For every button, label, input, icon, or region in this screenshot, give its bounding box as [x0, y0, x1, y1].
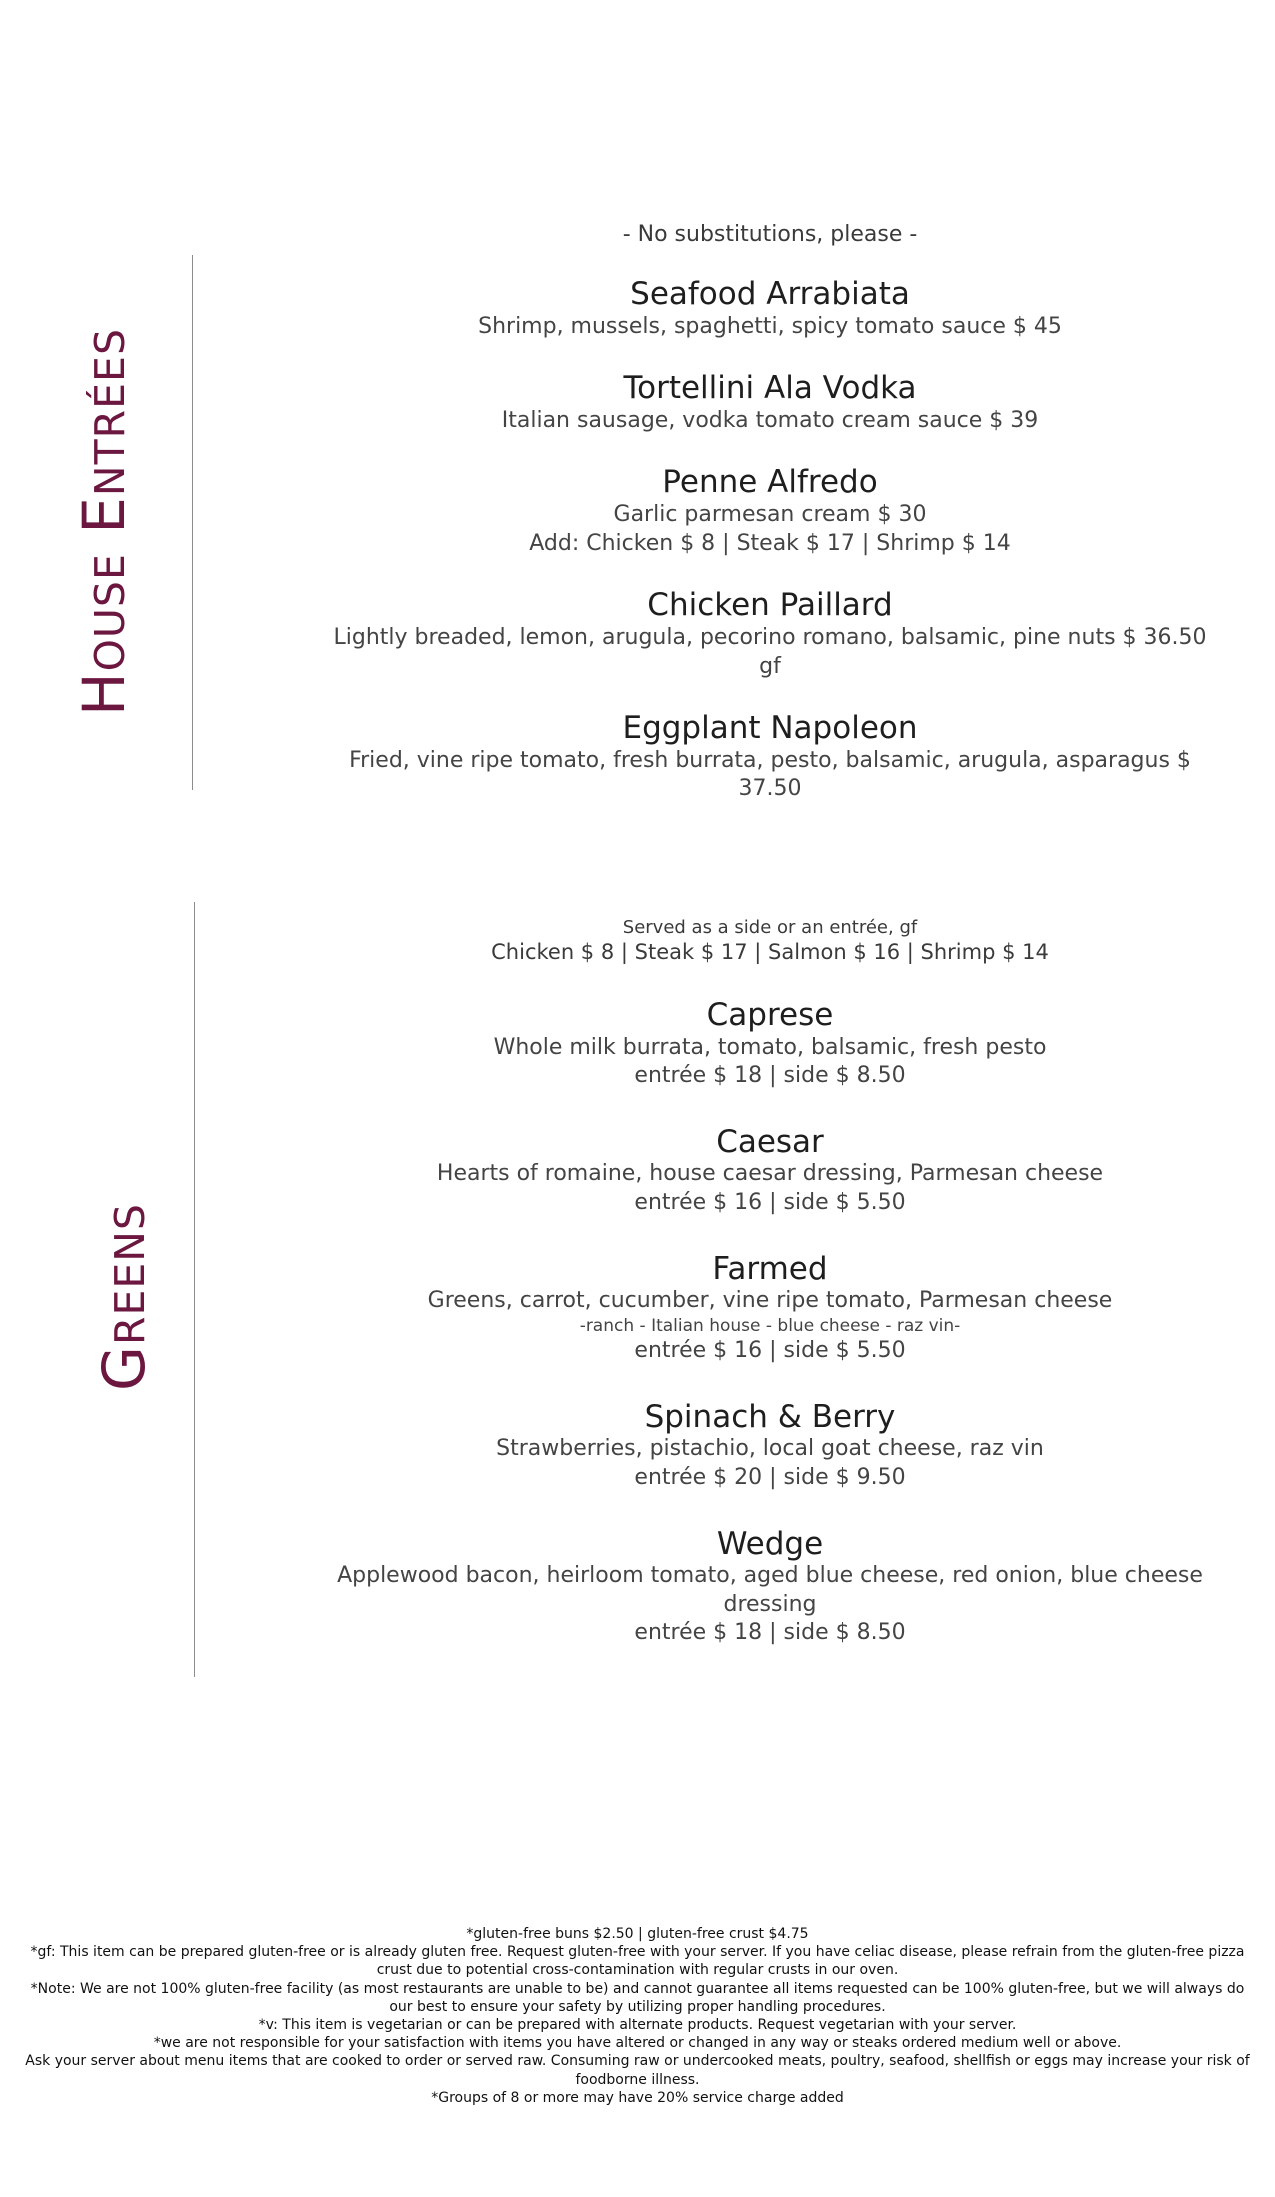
item-description: Lightly breaded, lemon, arugula, pecorino romano, balsamic, pine nuts $ 36.50 gf	[333, 624, 1207, 679]
menu-item	[330, 371, 1210, 435]
item-description: Greens, carrot, cucumber, vine ripe tomato, Parmesan cheese	[427, 1288, 1113, 1314]
item-description: Fried, vine ripe tomato, fresh burrata, pesto, balsamic, arugula, asparagus $ 37.50	[349, 747, 1191, 802]
item-description: Italian sausage, vodka tomato cream sauce $ 39	[501, 407, 1039, 433]
item-name: Wedge	[716, 1525, 824, 1562]
greens-list	[330, 917, 1210, 1648]
served-as-note: Served as a side or an entrée, gf	[622, 917, 918, 938]
greens-items	[330, 998, 1210, 1648]
greens-add-ons: Chicken $ 8 | Steak $ 17 | Salmon $ 16 | Shrimp $ 14	[491, 940, 1049, 964]
item-description: Hearts of romaine, house caesar dressing, Parmesan cheese	[436, 1161, 1104, 1187]
item-description: Whole milk burrata, tomato, balsamic, fresh pesto	[493, 1034, 1047, 1060]
menu-item	[330, 588, 1210, 681]
item-name: Chicken Paillard	[647, 587, 893, 624]
item-name: Tortellini Ala Vodka	[623, 370, 917, 407]
footer-line: *we are not responsible for your satisfaction with items you have altered or changed in any way or steaks ordered medium well or above.	[153, 2035, 1122, 2052]
item-price: entrée $ 16 | side $ 5.50	[634, 1338, 906, 1364]
item-description: Applewood bacon, heirloom tomato, aged blue cheese, red onion, blue cheese dressing	[337, 1563, 1203, 1617]
item-price: entrée $ 18 | side $ 8.50	[634, 1620, 906, 1646]
item-name: Seafood Arrabiata	[630, 276, 910, 312]
item-description: Garlic parmesan cream $ 30	[613, 502, 927, 528]
footer-disclaimers	[20, 1925, 1255, 2107]
menu-item	[330, 465, 1210, 558]
item-name: Penne Alfredo	[662, 464, 878, 501]
entrees-items	[330, 277, 1210, 804]
item-description: Shrimp, mussels, spaghetti, spicy tomato sauce $ 45	[478, 313, 1062, 339]
house-entrees-list	[330, 222, 1210, 804]
item-name: Farmed	[712, 1250, 828, 1287]
menu-item	[330, 1400, 1210, 1493]
item-price: entrée $ 20 | side $ 9.50	[634, 1464, 906, 1490]
section-title-greens: Greens	[90, 1203, 158, 1391]
footer-line: *Note: We are not 100% gluten-free facility (as most restaurants are unable to be) and cannot guarantee all items requested can be 100% gluten-free, but we will always do our best to ensure your safety by utilizing proper handling procedures.	[30, 1980, 1245, 2015]
item-name: Caesar	[716, 1123, 824, 1160]
divider-greens	[194, 902, 195, 1677]
footer-line: *Groups of 8 or more may have 20% service charge added	[431, 2089, 844, 2106]
dressing-options: -ranch - Italian house - blue cheese - raz vin-	[579, 1315, 961, 1336]
menu-item	[330, 1252, 1210, 1366]
menu-item	[330, 1527, 1210, 1648]
item-name: Spinach & Berry	[644, 1398, 896, 1435]
no-substitutions-note: - No substitutions, please -	[622, 222, 918, 247]
menu-item	[330, 711, 1210, 804]
menu-item	[330, 1125, 1210, 1218]
footer-line: *v: This item is vegetarian or can be prepared with alternate products. Request vegetarian with your server.	[258, 2016, 1017, 2033]
item-name: Eggplant Napoleon	[622, 710, 918, 747]
footer-line: Ask your server about menu items that are cooked to order or served raw. Consuming raw or undercooked meats, poultry, seafood, shellfish or eggs may increase your risk of foodborne illness.	[25, 2053, 1250, 2088]
menu-item	[330, 277, 1210, 341]
item-name: Caprese	[706, 997, 834, 1033]
item-description: Add: Chicken $ 8 | Steak $ 17 | Shrimp $ 14	[529, 530, 1011, 556]
menu-item	[330, 998, 1210, 1091]
footer-line: *gf: This item can be prepared gluten-free or is already gluten free. Request gluten-free with your server. If you have celiac disease, please refrain from the gluten-free pizza crust due to potential cross-contamination with regular crusts in our oven.	[30, 1944, 1245, 1979]
section-title-house-entrees: House Entrées	[70, 328, 138, 716]
item-description: Strawberries, pistachio, local goat cheese, raz vin	[496, 1436, 1044, 1462]
footer-line: *gluten-free buns $2.50 | gluten-free crust $4.75	[466, 1926, 809, 1942]
item-price: entrée $ 18 | side $ 8.50	[634, 1063, 906, 1089]
divider-house-entrees	[192, 255, 193, 790]
item-price: entrée $ 16 | side $ 5.50	[634, 1190, 906, 1216]
